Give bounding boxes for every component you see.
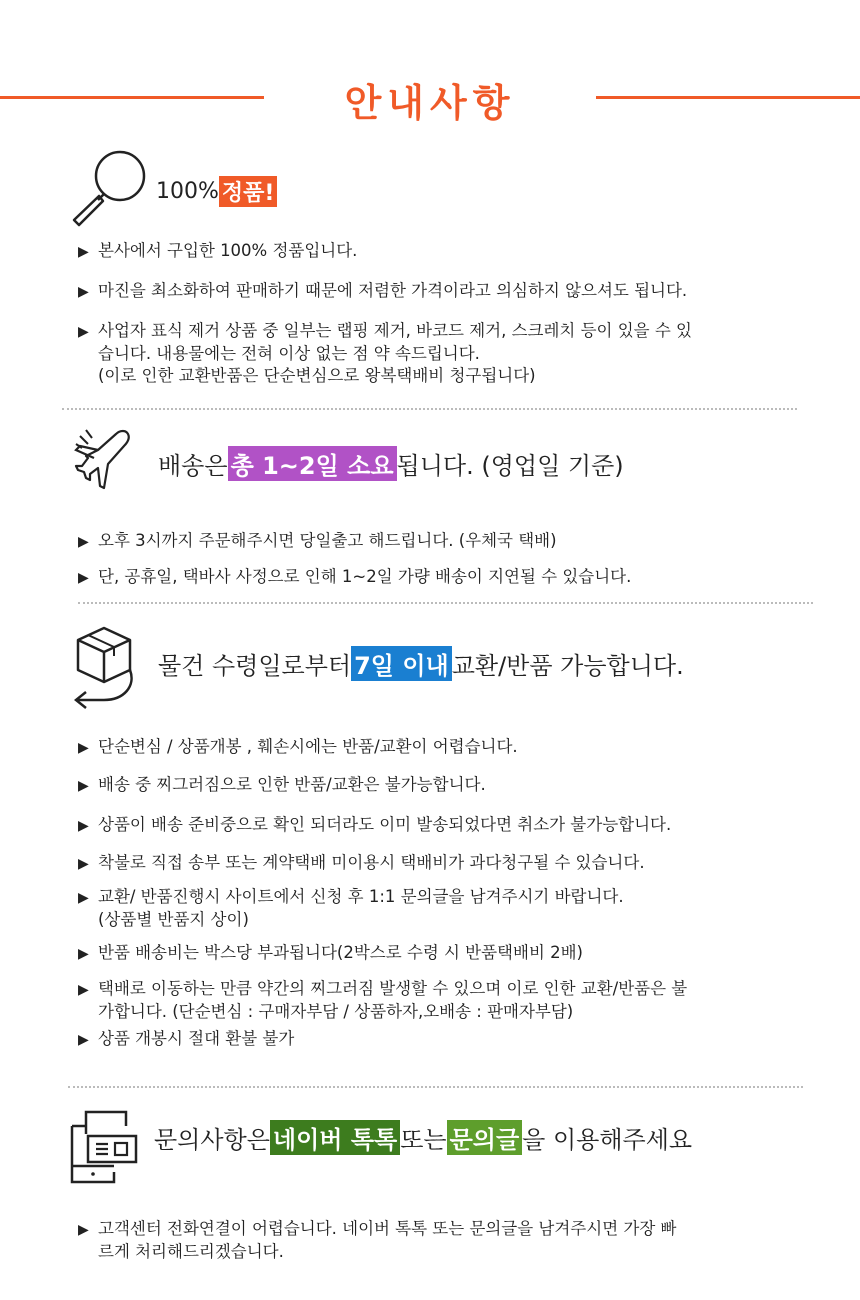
bullet-arrow-icon: ▶ [78,890,89,906]
bullet-arrow-icon: ▶ [78,982,89,998]
list-item: ▶ 교환/ 반품진행시 사이트에서 신청 후 1:1 문의글을 남겨주시기 바랍니다. (상품별 반품지 상이) [78,887,624,929]
bullet-arrow-icon: ▶ [78,570,89,586]
bullet-arrow-icon: ▶ [78,740,89,756]
bullet-arrow-icon: ▶ [78,856,89,872]
page-title: 안내사항 [344,81,516,125]
list-item: ▶ 반품 배송비는 박스당 부과됩니다(2박스로 수령 시 반품택배비 2배) [78,942,828,965]
title-line-left [0,96,264,99]
bullet-arrow-icon: ▶ [78,244,89,260]
list-item: ▶ 배송 중 찌그러짐으로 인한 반품/교환은 불가능합니다. [78,774,828,797]
bullet-arrow-icon: ▶ [78,946,89,962]
list-item: ▶ 상품 개봉시 절대 환불 불가 [78,1028,828,1051]
section-shipping-header: 배송은 총 1~2일 소요 됩니다. (영업일 기준) [158,446,624,481]
section-return-header: 물건 수령일로부터 7일 이내 교환/반품 가능합니다. [158,646,684,681]
list-item: ▶ 마진을 최소화하여 판매하기 때문에 저렴한 가격이라고 의심하지 않으셔도 됩니다. [78,280,828,303]
section-divider [68,1086,803,1088]
list-item: ▶ 오후 3시까지 주문해주시면 당일출고 해드립니다. (우체국 택배) [78,530,828,553]
bullet-arrow-icon: ▶ [78,324,89,340]
list-item: ▶ 고객센터 전화연결이 어렵습니다. 네이버 톡톡 또는 문의글을 남겨주시면 가장 빠 르게 처리해드리겠습니다. [78,1219,677,1261]
list-item: ▶ 사업자 표식 제거 상품 중 일부는 랩핑 제거, 바코드 제거, 스크레치 등이 있을 수 있 습니다. 내용물에는 전혀 이상 없는 점 약 속드립니다. (이로 인한 교환반품은 단순변심으로 왕복택배비 청구됩니다) [78,321,692,385]
highlight-naver-talktalk: 네이버 톡톡 [270,1120,400,1155]
highlight-authentic: 정품! [219,176,278,207]
section-inquiry-header: 문의사항은 네이버 톡톡 또는 문의글 을 이용해주세요 [154,1120,692,1155]
highlight-inquiry-post: 문의글 [447,1120,523,1155]
magnifier-icon [68,148,152,232]
list-item: ▶ 착불로 직접 송부 또는 계약택배 미이용시 택배비가 과다청구될 수 있습니다. [78,852,828,875]
airplane-icon [72,426,138,496]
highlight-seven-days: 7일 이내 [351,646,452,681]
box-return-icon [68,624,140,718]
bullet-arrow-icon: ▶ [78,818,89,834]
header-text: 100% [156,179,219,204]
bullet-arrow-icon: ▶ [78,534,89,550]
bullet-arrow-icon: ▶ [78,1032,89,1048]
list-item: ▶ 단순변심 / 상품개봉 , 훼손시에는 반품/교환이 어렵습니다. [78,736,828,759]
bullet-arrow-icon: ▶ [78,1222,89,1238]
list-item: ▶ 단, 공휴일, 택바사 사정으로 인해 1~2일 가량 배송이 지연될 수 있습니다. [78,566,828,589]
bullet-arrow-icon: ▶ [78,778,89,794]
list-item: ▶ 본사에서 구입한 100% 정품입니다. [78,240,828,263]
bullet-arrow-icon: ▶ [78,284,89,300]
list-item: ▶ 상품이 배송 준비중으로 확인 되더라도 이미 발송되었다면 취소가 불가능합니다. [78,814,828,837]
section-divider [78,602,813,604]
mobile-message-icon [66,1106,146,1192]
section-divider [62,408,797,410]
highlight-shipping-days: 총 1~2일 소요 [228,446,397,481]
title-line-right [596,96,860,99]
list-item: ▶ 택배로 이동하는 만큼 약간의 찌그러짐 발생할 수 있으며 이로 인한 교환/반품은 불 가합니다. (단순변심 : 구매자부담 / 상품하자,오배송 : 판매자부담) [78,979,688,1021]
section-authentic-header [156,176,277,207]
notice-title-bar [0,68,860,128]
